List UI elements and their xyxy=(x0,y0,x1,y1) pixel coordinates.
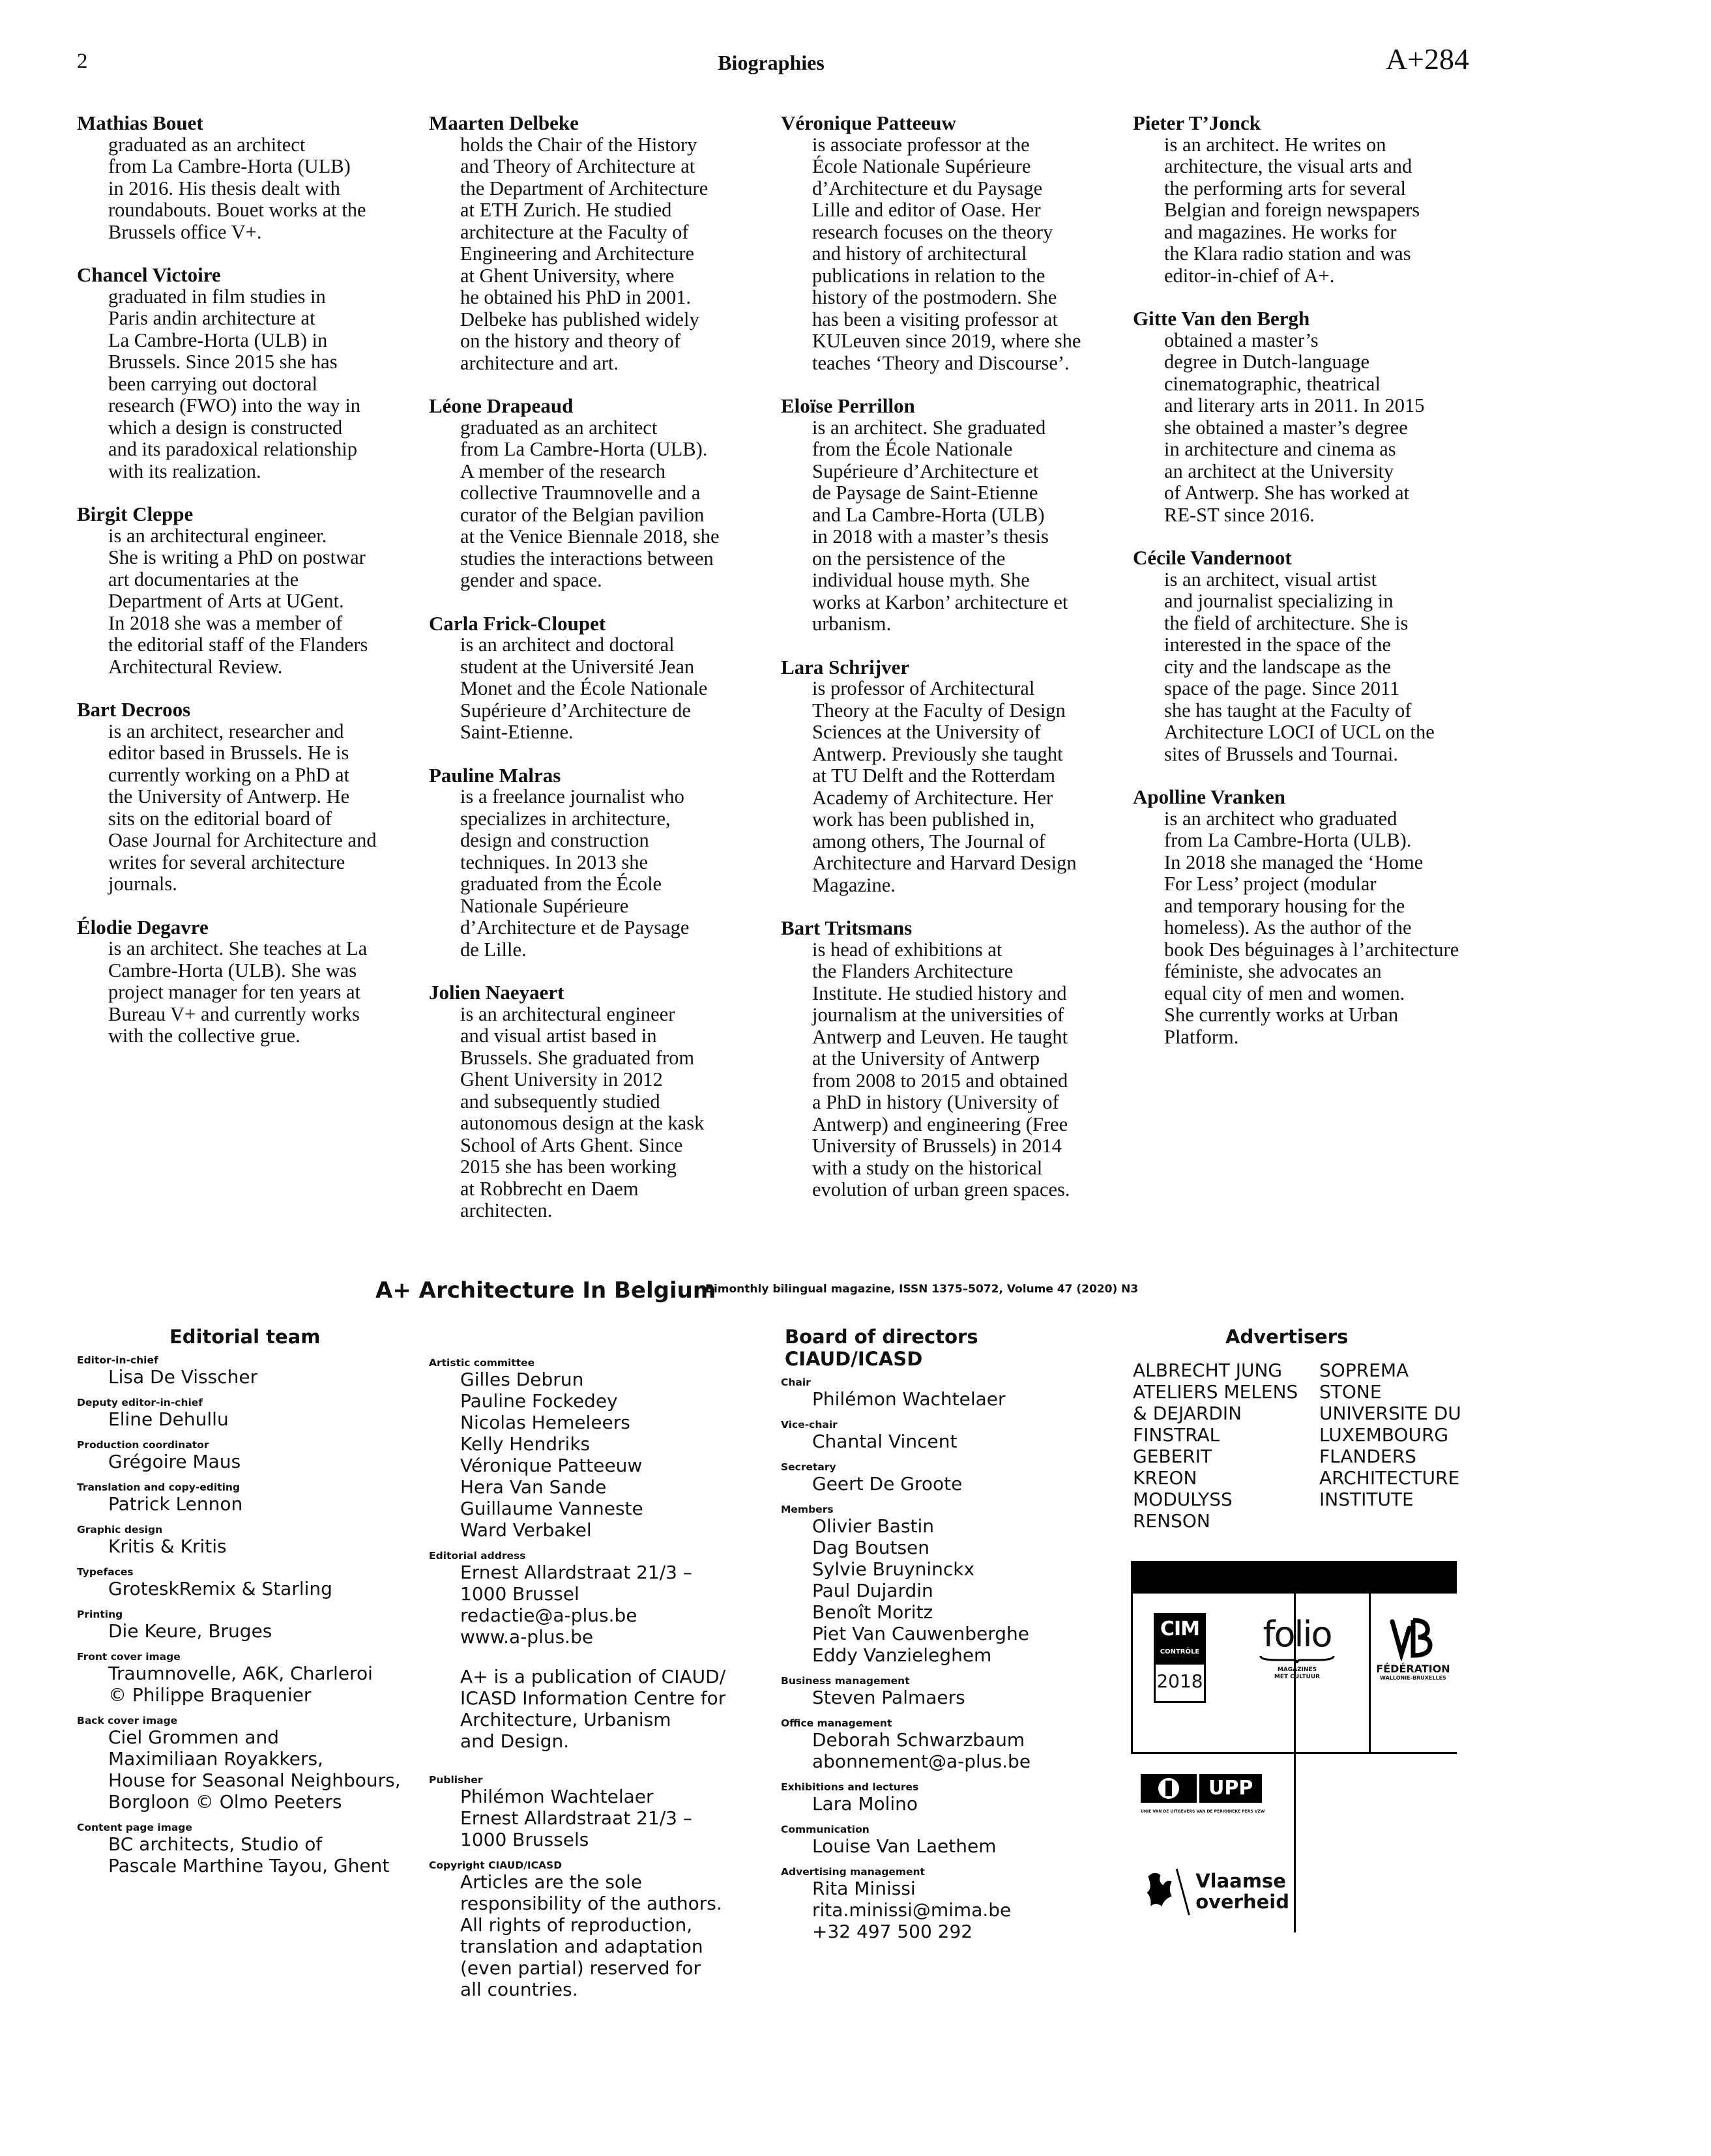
folio-brace-icon xyxy=(1258,1655,1336,1664)
masthead-label: Front cover image xyxy=(77,1651,181,1663)
bio-name: Bart Tritsmans xyxy=(781,916,913,939)
bio-text: is an architect. He writes on architecture, the visual arts and the performing arts for several Belgian and foreign newspapers and magazines. He works for the Klara radio station and was editor-in-chief of A+. xyxy=(1164,133,1420,287)
cim-logo-sub: CONTRÔLE xyxy=(1160,1648,1200,1655)
section-title: Biographies xyxy=(718,51,825,74)
board-of-directors xyxy=(781,1326,1120,1951)
masthead-label: Secretary xyxy=(781,1461,836,1473)
bio-name: Pauline Malras xyxy=(429,763,561,787)
bio-entry xyxy=(429,395,768,592)
bio-entry xyxy=(781,395,1120,635)
bio-column-3 xyxy=(781,112,1120,1222)
masthead-value: Gilles Debrun Pauline Fockedey Nicolas Hemeleers Kelly Hendriks Véronique Patteeuw Hera Van Sande Guillaume Vanneste Ward Verbakel xyxy=(460,1369,643,1541)
bio-text: graduated in film studies in Paris andin architecture at La Cambre-Horta (ULB) in Brussels. Since 2015 she has been carrying out doctoral research (FWO) into the way in which a design is constructed and its paradoxical relationship with its realization. xyxy=(108,285,361,482)
bio-name: Cécile Vandernoot xyxy=(1133,546,1292,569)
bio-entry xyxy=(1133,308,1472,526)
masthead-group xyxy=(429,1550,768,1648)
masthead-label: Office management xyxy=(781,1717,892,1729)
masthead-label: Printing xyxy=(77,1609,123,1620)
masthead-group xyxy=(77,1566,416,1599)
upp-logo-text: UPP xyxy=(1199,1774,1262,1803)
masthead-group xyxy=(781,1419,1120,1452)
bio-column-2 xyxy=(429,112,768,1243)
bio-text: is an architect, visual artist and journalist specializing in the field of architecture. She is interested in the space of the city and the landscape as the space of the page. Since 2011 she has taught at the Faculty of Architecture LOCI of UCL on the sites of Brussels and Tournai. xyxy=(1164,568,1435,765)
advertisers-heading: Advertisers xyxy=(1225,1326,1349,1348)
masthead-value: Grégoire Maus xyxy=(108,1451,241,1472)
bio-name: Chancel Victoire xyxy=(77,263,221,286)
logo-grid-line xyxy=(1369,1594,1371,1753)
upp-logo-sub: UNIE VAN DE UITGEVERS VAN DE PERIODIEKE PERS VZW xyxy=(1141,1809,1265,1814)
bio-entry xyxy=(77,699,416,896)
logo-header-bar xyxy=(1131,1561,1457,1594)
masthead-value: Patrick Lennon xyxy=(108,1493,243,1515)
bio-entry xyxy=(429,982,768,1222)
advertisers-list-left: ALBRECHT JUNG ATELIERS MELENS & DEJARDIN FINSTRAL GEBERIT KREON MODULYSS RENSON xyxy=(1133,1360,1298,1532)
masthead-value: GroteskRemix & Starling xyxy=(108,1578,332,1599)
masthead-label: Back cover image xyxy=(77,1715,178,1726)
bio-entry xyxy=(1133,112,1472,287)
masthead-group xyxy=(781,1824,1120,1857)
bio-name: Bart Decroos xyxy=(77,698,191,721)
bio-text: is professor of Architectural Theory at the Faculty of Design Sciences at the University of Antwerp. Previously she taught at TU Delft and the Rotterdam Academy of Architecture. Her work has been published in, among others, The Journal of Architecture and Harvard Design Magazine. xyxy=(812,677,1077,896)
masthead-title: A+ Architecture In Belgium xyxy=(375,1277,716,1304)
bio-text: graduated as an architect from La Cambre-Horta (ULB). A member of the research collective Traumnovelle and a curator of the Belgian pavilion at the Venice Biennale 2018, she studies the interactions between gender and space. xyxy=(460,416,720,591)
bio-text: graduated as an architect from La Cambre-Horta (ULB) in 2016. His thesis dealt with roundabouts. Bouet works at the Brussels office V+. xyxy=(108,133,366,243)
bio-entry xyxy=(781,112,1120,374)
masthead-label: Typefaces xyxy=(77,1566,134,1578)
bio-text: is an architectural engineer and visual artist based in Brussels. She graduated from Ghent University in 2012 and subsequently studied autonomous design at the kask School of Arts Ghent. Since 2015 she has been working at Robbrecht en Daem architecten. xyxy=(460,1002,705,1221)
masthead-value: Traumnovelle, A6K, Charleroi © Philippe Braquenier xyxy=(108,1663,373,1706)
bio-text: is an architectural engineer. She is writing a PhD on postwar art documentaries at the Department of Arts at UGent. In 2018 she was a member of the editorial staff of the Flanders Architectural Review. xyxy=(108,524,368,678)
vlaamse-overheid-text: Vlaamse overheid xyxy=(1195,1870,1289,1913)
bio-name: Pieter T’Jonck xyxy=(1133,111,1261,134)
federation-logo-sub: WALLONIE-BRUXELLES xyxy=(1380,1675,1446,1681)
masthead-group xyxy=(781,1717,1120,1772)
masthead-label: Graphic design xyxy=(77,1524,163,1536)
bio-entry xyxy=(77,916,416,1047)
masthead-label: Deputy editor-in-chief xyxy=(77,1397,203,1408)
masthead-value: Lisa De Visscher xyxy=(108,1366,258,1388)
masthead-group xyxy=(77,1822,416,1876)
masthead-group xyxy=(781,1461,1120,1494)
masthead-label: Business management xyxy=(781,1675,910,1687)
folio-logo-text: folio xyxy=(1263,1614,1332,1655)
bio-entry xyxy=(429,613,768,744)
masthead-group xyxy=(429,1859,768,2000)
bio-name: Élodie Degavre xyxy=(77,915,209,939)
bio-text: is an architect who graduated from La Cambre-Horta (ULB). In 2018 she managed the ‘Home For Less’ project (modular and temporary housing for the homeless). As the author of the book Des béguinages à l’architecture féministe, she advocates an equal city of men and women. She currently works at Urban Platform. xyxy=(1164,807,1459,1048)
masthead-group xyxy=(429,1774,768,1850)
federation-logo xyxy=(1374,1615,1452,1682)
bio-name: Léone Drapeaud xyxy=(429,394,574,417)
masthead-label: Vice-chair xyxy=(781,1419,838,1431)
bio-name: Mathias Bouet xyxy=(77,111,203,134)
logo-grid-line xyxy=(1131,1752,1457,1754)
masthead-label: Copyright CIAUD/ICASD xyxy=(429,1859,563,1871)
masthead-group xyxy=(781,1504,1120,1666)
bio-entry xyxy=(77,112,416,243)
flemish-lion-icon xyxy=(1139,1864,1192,1919)
bio-name: Birgit Cleppe xyxy=(77,503,194,525)
bio-entry xyxy=(781,917,1120,1201)
masthead-group xyxy=(77,1715,416,1813)
bio-entry xyxy=(429,765,768,961)
bio-text: is an architect. She teaches at La Cambre-Horta (ULB). She was project manager for ten years at Bureau V+ and currently works with the collective grue. xyxy=(108,937,368,1047)
masthead-label: Translation and copy-editing xyxy=(77,1481,241,1493)
masthead-label: Content page image xyxy=(77,1822,192,1833)
bio-column-4 xyxy=(1133,112,1472,1069)
masthead-group xyxy=(429,1357,768,1541)
masthead-group xyxy=(77,1439,416,1472)
masthead-value: Louise Van Laethem xyxy=(812,1835,997,1857)
bio-name: Eloïse Perrillon xyxy=(781,394,915,417)
page-number: 2 xyxy=(77,50,88,73)
bio-entry xyxy=(1133,547,1472,765)
masthead-group xyxy=(77,1609,416,1642)
upp-emblem-icon xyxy=(1141,1771,1197,1805)
page-header xyxy=(77,42,1469,86)
bio-entry xyxy=(429,112,768,374)
masthead-value: Lara Molino xyxy=(812,1793,918,1814)
masthead-label: Advertising management xyxy=(781,1866,925,1878)
masthead-value: Kritis & Kritis xyxy=(108,1536,227,1557)
board-heading: Board of directors CIAUD/ICASD xyxy=(785,1326,978,1370)
masthead-label: Members xyxy=(781,1504,834,1515)
masthead-value: Eline Dehullu xyxy=(108,1408,229,1430)
bio-name: Carla Frick-Cloupet xyxy=(429,611,606,635)
bio-text: obtained a master’s degree in Dutch-language cinematographic, theatrical and literary arts in 2011. In 2015 she obtained a master’s degree in architecture and cinema as an architect at the University of Antwerp. She has worked at RE-ST since 2016. xyxy=(1164,328,1425,526)
masthead-value: Ciel Grommen and Maximiliaan Royakkers, House for Seasonal Neighbours, Borgloon © Olmo Peeters xyxy=(108,1726,401,1813)
bio-text: is associate professor at the École Nationale Supérieure d’Architecture et du Paysage Lille and editor of Oase. Her research focuses on the theory and history of architectural publications in relation to the history of the postmodern. She has been a visiting professor at KULeuven since 2019, where she teaches ‘Theory and Discourse’. xyxy=(812,133,1081,374)
bio-name: Lara Schrijver xyxy=(781,655,910,678)
masthead-group xyxy=(781,1675,1120,1708)
masthead-value: Rita Minissi rita.minissi@mima.be +32 497 500 292 xyxy=(812,1878,1012,1942)
masthead-value: BC architects, Studio of Pascale Marthine Tayou, Ghent xyxy=(108,1833,390,1876)
advertisers-list-right: SOPREMA STONE UNIVERSITE DU LUXEMBOURG FLANDERS ARCHITECTURE INSTITUTE xyxy=(1319,1360,1461,1510)
bio-text: holds the Chair of the History and Theory of Architecture at the Department of Architecture at ETH Zurich. He studied architecture at the Faculty of Engineering and Architecture at Ghent University, where he obtained his PhD in 2001. Delbeke has published widely on the history and theory of architecture and art. xyxy=(460,133,709,374)
bio-name: Gitte Van den Bergh xyxy=(1133,307,1310,330)
bio-entry xyxy=(77,503,416,678)
masthead-value: Geert De Groote xyxy=(812,1473,963,1494)
masthead-value: Chantal Vincent xyxy=(812,1431,958,1452)
bio-column-1 xyxy=(77,112,416,1068)
masthead-label: Artistic committee xyxy=(429,1357,535,1369)
bio-text: is head of exhibitions at the Flanders Architecture Institute. He studied history and journalism at the universities of Antwerp and Leuven. He taught at the University of Antwerp from 2008 to 2015 and obtained a PhD in history (University of Antwerp) and engineering (Free University of Brussels) in 2014 with a study on the historical evolution of urban green spaces. xyxy=(812,938,1070,1201)
masthead-value: Deborah Schwarzbaum abonnement@a-plus.be xyxy=(812,1729,1031,1772)
masthead-label: Editor-in-chief xyxy=(77,1354,158,1366)
bio-text: is a freelance journalist who specializes in architecture, design and construction techniques. In 2013 she graduated from the École Nationale Supérieure d’Architecture et de Paysage de Lille. xyxy=(460,785,690,961)
masthead-group xyxy=(429,1666,768,1752)
federation-logo-text: FÉDÉRATION xyxy=(1376,1663,1450,1675)
artistic-committee xyxy=(429,1357,768,2009)
masthead-label: Chair xyxy=(781,1377,811,1388)
bio-name: Maarten Delbeke xyxy=(429,111,579,134)
masthead-label: Editorial address xyxy=(429,1550,526,1562)
masthead-group xyxy=(77,1481,416,1515)
masthead-value: Articles are the sole responsibility of the authors. All rights of reproduction, translation and adaptation (even partial) reserved for all countries. xyxy=(460,1871,722,2000)
editorial-team xyxy=(77,1326,416,1886)
bio-name: Apolline Vranken xyxy=(1133,785,1285,808)
vlaamse-overheid-logo xyxy=(1139,1864,1289,1919)
masthead-group xyxy=(77,1524,416,1557)
cim-logo-text: CIM xyxy=(1160,1618,1200,1640)
bio-entry xyxy=(781,656,1120,897)
bio-entry xyxy=(77,264,416,482)
issue-number: A+284 xyxy=(1385,42,1469,76)
folio-logo-sub: MAGAZINES MET CULTUUR xyxy=(1274,1667,1321,1680)
masthead-value: Ernest Allardstraat 21/3 – 1000 Brussel redactie@a-plus.be www.a-plus.be xyxy=(460,1562,692,1648)
bio-entry xyxy=(1133,786,1472,1048)
masthead-group xyxy=(77,1397,416,1430)
advertisers xyxy=(1133,1326,1472,1354)
bio-text: is an architect and doctoral student at the Université Jean Monet and the École Nationale Supérieure d’Architecture de Saint-Etienne. xyxy=(460,634,708,743)
bio-text: is an architect, researcher and editor based in Brussels. He is currently working on a PhD at the University of Antwerp. He sits on the editorial board of Oase Journal for Architecture and writes for several architecture journals. xyxy=(108,720,377,895)
masthead-value: Olivier Bastin Dag Boutsen Sylvie Bruyninckx Paul Dujardin Benoît Moritz Piet Van Cauwenberghe Eddy Vanzieleghem xyxy=(812,1515,1030,1666)
masthead-label: Publisher xyxy=(429,1774,483,1786)
masthead-label: Production coordinator xyxy=(77,1439,209,1451)
logo-grid-line xyxy=(1131,1561,1133,1753)
masthead-value: Philémon Wachtelaer Ernest Allardstraat 21/3 – 1000 Brussels xyxy=(460,1786,692,1850)
masthead-label: Exhibitions and lectures xyxy=(781,1781,919,1793)
cim-logo-year: 2018 xyxy=(1156,1670,1203,1692)
masthead-value: Steven Palmaers xyxy=(812,1687,965,1708)
masthead-group xyxy=(77,1651,416,1706)
masthead-value: Die Keure, Bruges xyxy=(108,1620,272,1642)
masthead-group xyxy=(781,1377,1120,1410)
folio-logo xyxy=(1255,1615,1339,1681)
bio-name: Véronique Patteeuw xyxy=(781,111,956,134)
bio-name: Jolien Naeyaert xyxy=(429,981,564,1004)
masthead-group xyxy=(781,1866,1120,1942)
masthead-value: Philémon Wachtelaer xyxy=(812,1388,1006,1410)
cim-logo xyxy=(1154,1613,1206,1703)
upp-logo xyxy=(1141,1771,1284,1814)
masthead-subtitle: Bimonthly bilingual magazine, ISSN 1375–5072, Volume 47 (2020) N3 xyxy=(705,1283,1139,1296)
masthead-value: A+ is a publication of CIAUD/ ICASD Information Centre for Architecture, Urbanism and Design. xyxy=(460,1666,726,1752)
editorial-heading: Editorial team xyxy=(169,1326,321,1348)
bio-text: is an architect. She graduated from the École Nationale Supérieure d’Architecture et de Paysage de Saint-Etienne and La Cambre-Horta (ULB) in 2018 with a master’s thesis on the persistence of the individual house myth. She works at Karbon’ architecture et urbanism. xyxy=(812,416,1068,635)
masthead-label: Communication xyxy=(781,1824,870,1835)
masthead-group xyxy=(77,1354,416,1388)
masthead-group xyxy=(781,1781,1120,1814)
federation-emblem-icon xyxy=(1387,1615,1439,1661)
